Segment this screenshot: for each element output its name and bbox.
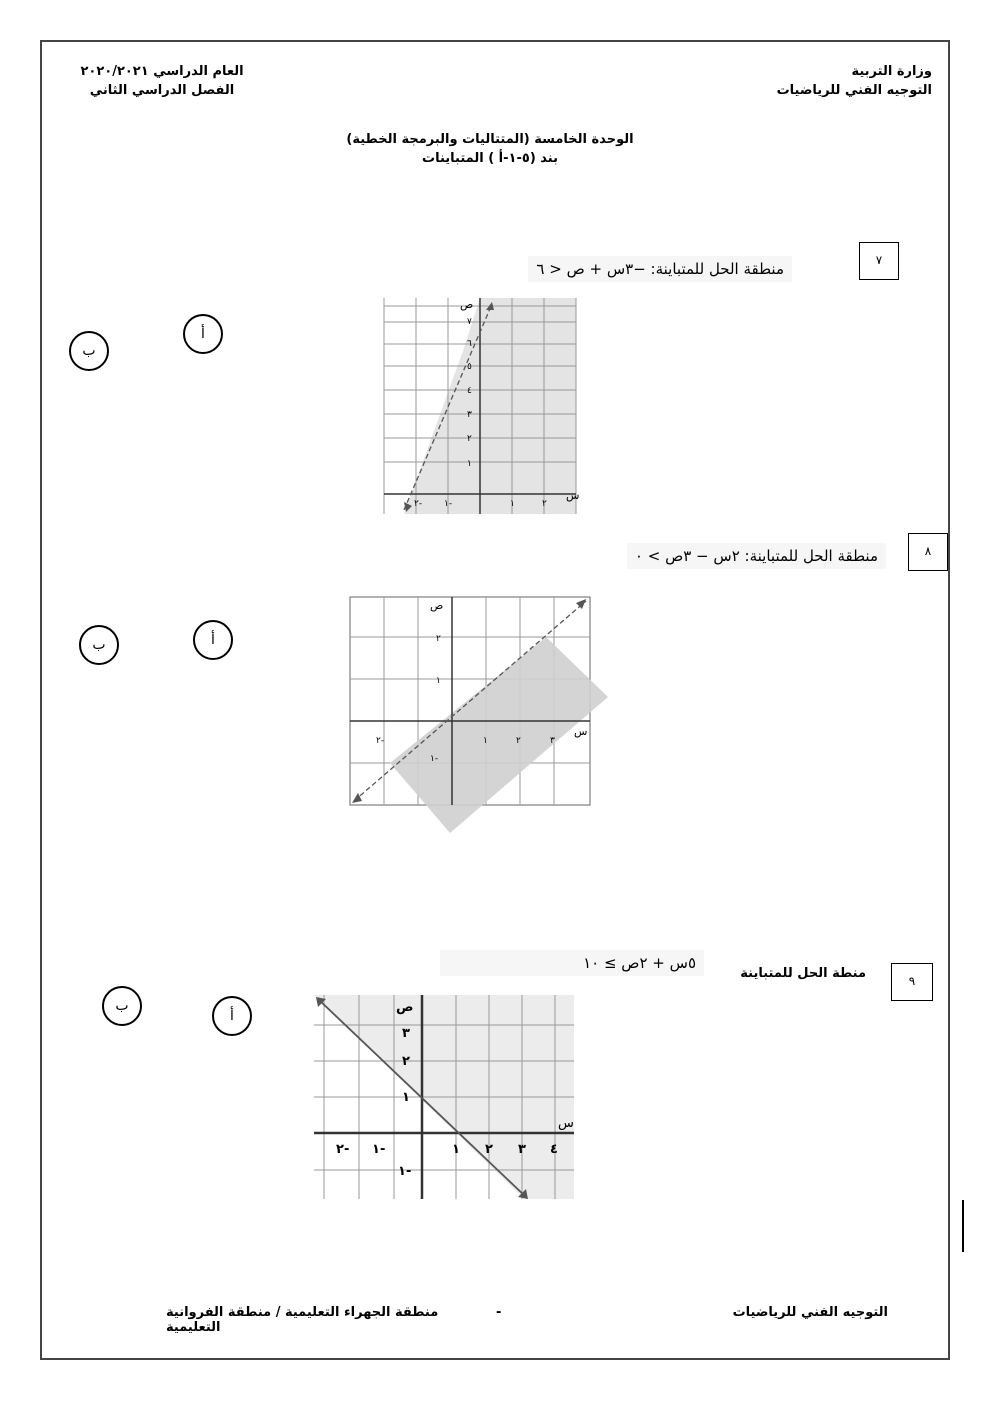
- tick-x-q9: ٢: [485, 1142, 493, 1157]
- question-number-8: ٨: [908, 533, 948, 571]
- header-center: [250, 130, 730, 168]
- graph-q7: [384, 298, 580, 514]
- x-axis-label-q9: س: [558, 1116, 574, 1131]
- question-7-inequality: −٣س + ص < ٦: [536, 260, 646, 278]
- tick-y-q7: ٢: [467, 434, 472, 444]
- tick-x-q9: ٤: [550, 1142, 558, 1157]
- choice-b-q8[interactable]: ب: [79, 625, 119, 665]
- tick-y-q9: ١: [402, 1090, 410, 1105]
- footer-dash: -: [496, 1305, 502, 1320]
- tick-x-q9: ٣: [518, 1142, 526, 1157]
- tick-x-q7: ١: [510, 499, 515, 509]
- tick-y-q8: ١: [436, 676, 441, 686]
- tick-y-q7: ١: [467, 459, 472, 469]
- y-axis-label-q9: ص: [396, 1000, 414, 1015]
- header-right: [777, 62, 932, 100]
- margin-bar: [962, 1200, 964, 1252]
- question-9-inequality: ٥س + ٢ص ≥ ١٠: [440, 950, 704, 976]
- tick-y-q8: ٢: [436, 634, 441, 644]
- choice-b-q9[interactable]: ب: [102, 986, 142, 1026]
- question-8-inequality: ٢س − ٣ص > ٠: [634, 547, 740, 565]
- choice-a-q9[interactable]: أ: [212, 996, 252, 1036]
- tick-y-q7: ٤: [467, 386, 472, 396]
- question-8-text: [627, 543, 886, 569]
- section-title: بند (٥-١-أ ) المتباينات: [422, 151, 558, 166]
- tick-x-q8: ٣: [550, 736, 555, 746]
- tick-x-q9: ٢-: [336, 1142, 350, 1157]
- question-7-text: [528, 256, 792, 282]
- tick-y-q9: ٢: [402, 1054, 410, 1069]
- x-axis-label-q7: س: [566, 489, 580, 502]
- header-left: [62, 62, 262, 100]
- tick-y-q9: ١-: [398, 1164, 412, 1179]
- choice-a-q8[interactable]: أ: [193, 620, 233, 660]
- school-year: العام الدراسي ٢٠٢٠/٢٠٢١: [80, 64, 244, 79]
- tick-y-q7: ٧: [467, 317, 472, 327]
- tick-y-q9: ٣: [402, 1026, 410, 1041]
- graph-q9: [314, 995, 574, 1199]
- footer-right: التوجيه الفني للرياضيات: [732, 1305, 888, 1320]
- question-7-prompt: منطقة الحل للمتباينة:: [650, 260, 784, 278]
- tick-y-q7: ٣: [467, 410, 472, 420]
- tick-x-q8: ٢: [516, 736, 521, 746]
- tick-x-q8: ٢-: [376, 736, 385, 746]
- department-name: التوجيه الفني للرياضيات: [776, 83, 932, 98]
- ministry-name: وزارة التربية: [851, 64, 932, 79]
- tick-x-q7: ٢: [542, 499, 547, 509]
- tick-x-q7: ٢-: [414, 499, 423, 509]
- question-8-prompt: منطقة الحل للمتباينة:: [744, 547, 878, 565]
- tick-x-q8: ١: [483, 736, 488, 746]
- semester: الفصل الدراسي الثاني: [89, 83, 235, 98]
- x-axis-label-q8: س: [574, 725, 588, 738]
- tick-x-q9: ١: [452, 1142, 460, 1157]
- tick-y-q8: ١-: [430, 754, 439, 764]
- tick-y-q7: ٦: [467, 339, 472, 349]
- unit-title: الوحدة الخامسة (المتتاليات والبرمجة الخطية): [346, 132, 634, 147]
- question-number-7: ٧: [859, 242, 899, 280]
- tick-x-q7: ١-: [444, 499, 453, 509]
- question-9-prompt: منطة الحل للمتباينة: [740, 966, 866, 981]
- question-number-9: ٩: [891, 963, 933, 1001]
- y-axis-label-q7: ص: [460, 298, 474, 311]
- footer-left: منطقة الجهراء التعليمية / منطقة الفروانية التعليمية: [166, 1305, 439, 1335]
- tick-y-q7: ٥: [467, 362, 472, 372]
- y-axis-label-q8: ص: [430, 599, 444, 612]
- graph-q8: [350, 597, 590, 837]
- choice-a-q7[interactable]: أ: [183, 314, 223, 354]
- choice-b-q7[interactable]: ب: [69, 331, 109, 371]
- tick-x-q9: ١-: [372, 1142, 386, 1157]
